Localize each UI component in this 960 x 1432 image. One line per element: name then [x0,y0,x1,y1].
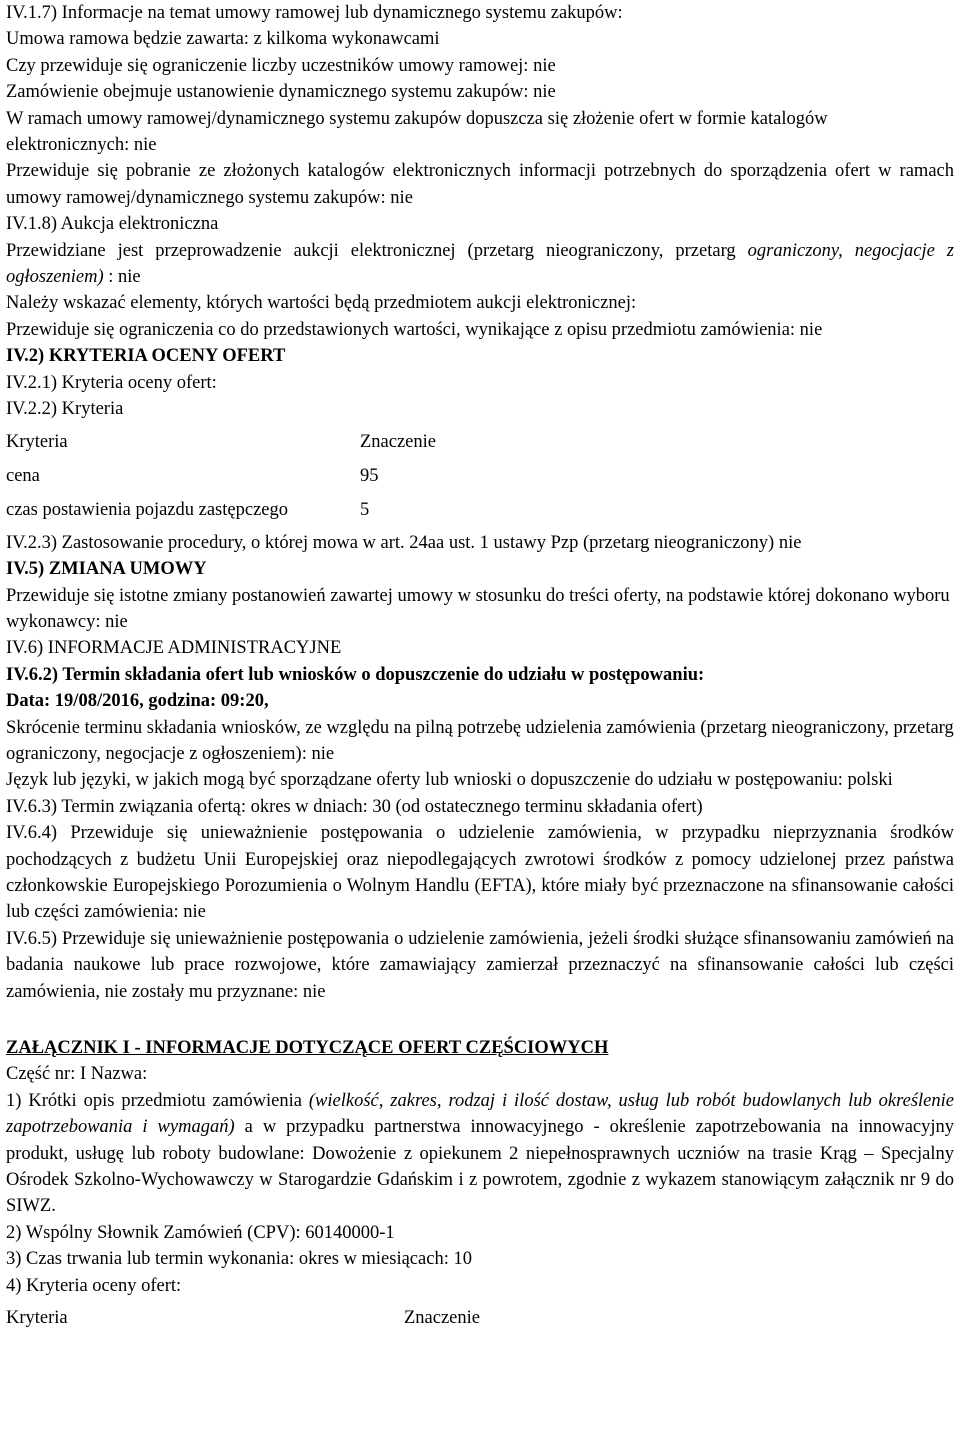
paragraph: IV.6.4) Przewiduje się unieważnienie postępowania o udzielenie zamówienia, w przypadku nieprzyznania środków pochodzących z budżetu Unii Europejskiej oraz niepodlegających zwrotowi środków z pomocy udzielonej przez państwa członkowskie Europejskiego Porozumienia o Wolnym Handlu (EFTA), które miały być przeznaczone na sfinansowanie całości lub części zamówienia: nie [6,823,954,923]
annex-heading: ZAŁĄCZNIK I - INFORMACJE DOTYCZĄCE OFERT CZĘŚCIOWYCH [6,1038,609,1059]
section-heading: IV.2) KRYTERIA OCENY OFERT [6,346,286,367]
text-line: 4) Kryteria oceny ofert: [6,1275,182,1296]
italic-span: (wielkość, zakres, rodzaj i ilość dostaw, usług lub robót budowlanych lub określenie zapotrzebowania i wymagań) [6,1090,954,1138]
paragraph: Przewiduje się ograniczenia co do przedstawionych wartości, wynikające z opisu przedmiotu zamówienia: nie [6,319,823,340]
italic-span: ograniczony, negocjacje z ogłoszeniem) [6,240,955,288]
table-cell: czas postawienia pojazdu zastępczego [6,500,288,521]
table-header: Znaczenie [360,431,436,452]
section-heading: IV.6) INFORMACJE ADMINISTRACYJNE [6,638,342,659]
text-span: a w przypadku partnerstwa innowacyjnego - określenie zapotrzebowania na innowacyjny produkt, usługę lub roboty budowlane: Dowożenie z opiekunem 2 niepełnosprawnych uczniów na trasie Krąg – Specjalny Ośrodek Szkolno-Wychowawczy w Starogardzie Gdańskim i z powrotem, zgodnie z wykazem stanowiącym załącznik nr 9 do SIWZ. [6,1117,955,1217]
text-line: 3) Czas trwania lub termin wykonania: okres w miesiącach: 10 [6,1249,472,1270]
table-row [6,497,954,523]
criteria-table [6,1305,954,1331]
table-header: Kryteria [6,431,68,452]
subsection-heading: IV.2.1) Kryteria oceny ofert: [6,372,217,393]
text-line: Zamówienie obejmuje ustanowienie dynamicznego systemu zakupów: nie [6,82,556,103]
paragraph [6,1088,954,1220]
table-header: Znaczenie [404,1308,480,1329]
paragraph: Przewiduje się istotne zmiany postanowień zawartej umowy w stosunku do treści oferty, na podstawie której dokonano wyboru wykonawcy: nie [6,585,950,632]
section-heading: IV.1.8) Aukcja elektroniczna [6,214,219,235]
table-cell: 5 [360,500,370,521]
paragraph: Należy wskazać elementy, których wartości będą przedmiotem aukcji elektronicznej: [6,293,637,314]
text-span: Przewidziane jest przeprowadzenie aukcji elektronicznej (przetarg nieograniczony, przetarg [6,240,748,261]
section-heading: IV.1.7) Informacje na temat umowy ramowej lub dynamicznego systemu zakupów: [6,3,623,23]
subsection-heading: IV.2.2) Kryteria [6,399,124,420]
table-header: Kryteria [6,1308,68,1329]
paragraph: IV.6.5) Przewiduje się unieważnienie postępowania o udzielenie zamówienia, jeżeli środki służące sfinansowaniu zamówień na badania naukowe lub prace rozwojowe, które zamawiający zamierzał przeznaczyć na sfinansowanie całości lub części zamówienia, nie zostały mu przyznane: nie [6,928,954,1002]
text-line: Umowa ramowa będzie zawarta: z kilkoma wykonawcami [6,29,440,50]
text-span: : nie [103,267,141,288]
text-line: 2) Wspólny Słownik Zamówień (CPV): 60140000-1 [6,1222,395,1243]
paragraph [6,238,954,291]
paragraph: IV.6.3) Termin związania ofertą: okres w dniach: 30 (od ostatecznego terminu składania ofert) [6,796,703,817]
text-span: 1) Krótki opis przedmiotu zamówienia [6,1090,309,1111]
table-cell: cena [6,465,40,486]
text-line: Czy przewiduje się ograniczenie liczby uczestników umowy ramowej: nie [6,55,556,76]
paragraph: Przewiduje się pobranie ze złożonych katalogów elektronicznych informacji potrzebnych do sporządzenia ofert w ramach umowy ramowej/dynamicznego systemu zakupów: nie [6,161,954,208]
section-heading: IV.5) ZMIANA UMOWY [6,559,207,580]
table-cell: 95 [360,465,379,486]
paragraph: Skrócenie terminu składania wniosków, ze względu na pilną potrzebę udzielenia zamówienia (przetarg nieograniczony, przetarg ograniczony, negocjacje z ogłoszeniem): nie [6,717,954,764]
subsection-heading: IV.6.2) Termin składania ofert lub wniosków o dopuszczenie do udziału w postępowaniu: [6,664,705,685]
criteria-table [6,429,954,455]
deadline-date: Data: 19/08/2016, godzina: 09:20, [6,691,269,712]
paragraph: W ramach umowy ramowej/dynamicznego systemu zakupów dopuszcza się złożenie ofert w formie katalogów elektronicznych: nie [6,108,828,156]
paragraph: IV.2.3) Zastosowanie procedury, o której mowa w art. 24aa ust. 1 ustawy Pzp (przetarg nieograniczony) nie [6,532,802,553]
table-row [6,463,954,489]
paragraph: Język lub języki, w jakich mogą być sporządzane oferty lub wnioski o dopuszczenie do udziału w postępowaniu: polski [6,770,893,791]
part-number: Część nr: I Nazwa: [6,1064,148,1085]
